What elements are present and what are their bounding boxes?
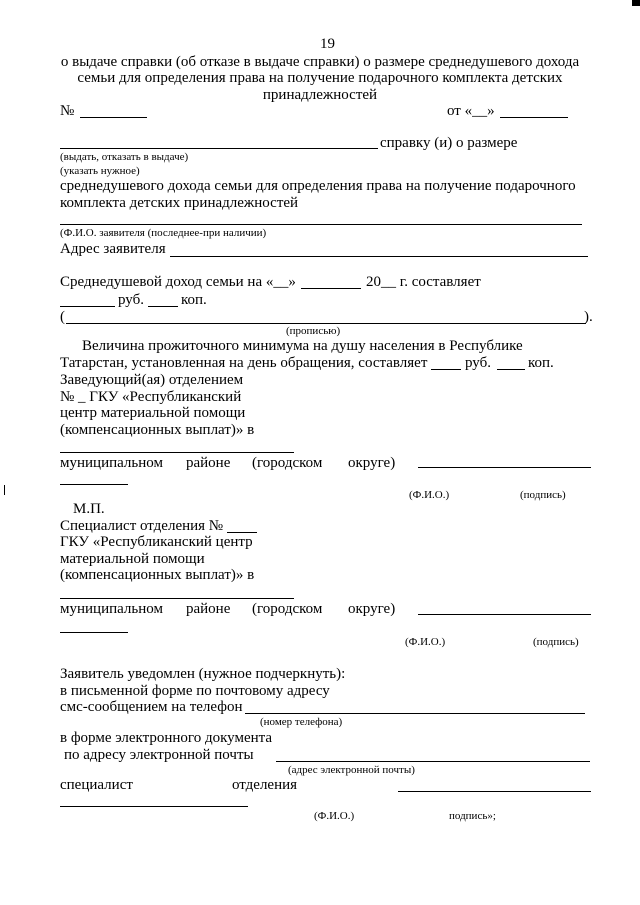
head-district-field [60,452,294,453]
applicant-name-field [60,224,582,225]
income-kop-field [148,306,178,307]
notify-title: Заявитель уведомлен (нужное подчеркнуть): [60,666,346,682]
email-field [276,761,590,762]
footer-hint-fio: (Ф.И.О.) [314,810,355,822]
address-field [170,256,588,257]
body-line-2: комплекта детских принадлежностей [60,195,299,211]
head-signature-field [418,467,591,468]
minimum-kop-field [497,369,525,370]
document-title-line-1: о выдаче справки (об отказе в выдаче справки) о размере среднедушевого дохода [60,54,580,70]
municipal-word-4: округе) [348,455,396,471]
footer-name-field [60,806,248,807]
scan-edge-mark-top [632,0,640,6]
phone-field [245,713,585,714]
head-line-2: № _ ГКУ «Республиканский [60,389,242,405]
income-line-1-b: 20__ г. составляет [366,274,481,290]
footer-department: отделения [232,777,298,793]
specialist-line-3: материальной помощи [60,551,205,567]
specialist-line-2: ГКУ «Республиканский центр [60,534,253,550]
hint-email: (адрес электронной почты) [288,764,415,776]
notify-by-post: в письменной форме по почтовому адресу [60,683,330,699]
number-field [80,117,147,118]
hint-fio-applicant: (Ф.И.О. заявителя (последнее-при наличии) [60,227,267,239]
hint-issue: (выдать, отказать в выдаче) [60,151,189,163]
head-hint-signature: (подпись) [520,489,566,501]
specialist-extra-field [60,632,128,633]
footer-hint-signature: подпись»; [449,810,496,822]
municipal-word-3: (городском [252,455,323,471]
municipal-word-1: муниципальном [60,455,163,471]
minimum-line-1: Величина прожиточного минимума на душу населения в Республике [82,338,523,354]
minimum-line-2-c: коп. [528,355,554,371]
hint-words: (прописью) [286,325,341,337]
date-label: от «__» [447,103,495,119]
number-label: № [60,103,75,119]
specialist-number-field [227,532,257,533]
head-extra-field [60,484,128,485]
footer-signature-field [398,791,591,792]
income-rub-label: руб. [118,292,144,308]
income-rub-field [60,306,115,307]
minimum-rub-field [431,369,461,370]
specialist-hint-fio: (Ф.И.О.) [405,636,446,648]
income-kop-label: коп. [181,292,207,308]
document-title-line-2: семьи для определения права на получение подарочного комплекта детских [77,70,563,86]
notify-electronic-1: в форме электронного документа [60,730,273,746]
notify-electronic-2: по адресу электронной почты [64,747,254,763]
head-hint-fio: (Ф.И.О.) [409,489,450,501]
specialist-hint-signature: (подпись) [533,636,579,648]
specialist-municipal-word-4: округе) [348,601,396,617]
specialist-municipal-word-1: муниципальном [60,601,163,617]
specialist-municipal-word-2: районе [186,601,231,617]
hint-phone: (номер телефона) [260,716,343,728]
specialist-line-4: (компенсационных выплат)» в [60,567,255,583]
specialist-line-1: Специалист отделения № [60,518,224,534]
income-words-field [66,323,586,324]
income-close-paren: ). [584,309,593,325]
page-number: 19 [320,36,335,52]
income-line-1-a: Среднедушевой доход семьи на «__» [60,274,296,290]
specialist-district-field [60,598,294,599]
hint-specify: (указать нужное) [60,165,140,177]
body-line-1: среднедушевого дохода семьи для определения права на получение подарочного [60,178,576,194]
head-line-4: (компенсационных выплат)» в [60,422,255,438]
head-line-1: Заведующий(ая) отделением [60,372,244,388]
scan-edge-mark-left [4,485,5,495]
certificate-suffix: справку (и) о размере [380,135,518,151]
issue-decision-field [60,148,378,149]
specialist-municipal-word-3: (городском [252,601,323,617]
income-month-field [301,288,361,289]
date-field [500,117,568,118]
specialist-signature-field [418,614,591,615]
address-label: Адрес заявителя [60,241,166,257]
stamp-label: М.П. [73,501,105,517]
head-line-3: центр материальной помощи [60,405,246,421]
footer-specialist: специалист [60,777,133,793]
minimum-line-2-b: руб. [465,355,491,371]
municipal-word-2: районе [186,455,231,471]
notify-by-sms: смс-сообщением на телефон [60,699,243,715]
minimum-line-2-a: Татарстан, установленная на день обращения, составляет [60,355,428,371]
income-open-paren: ( [60,309,65,325]
document-title-line-3: принадлежностей [262,87,378,103]
